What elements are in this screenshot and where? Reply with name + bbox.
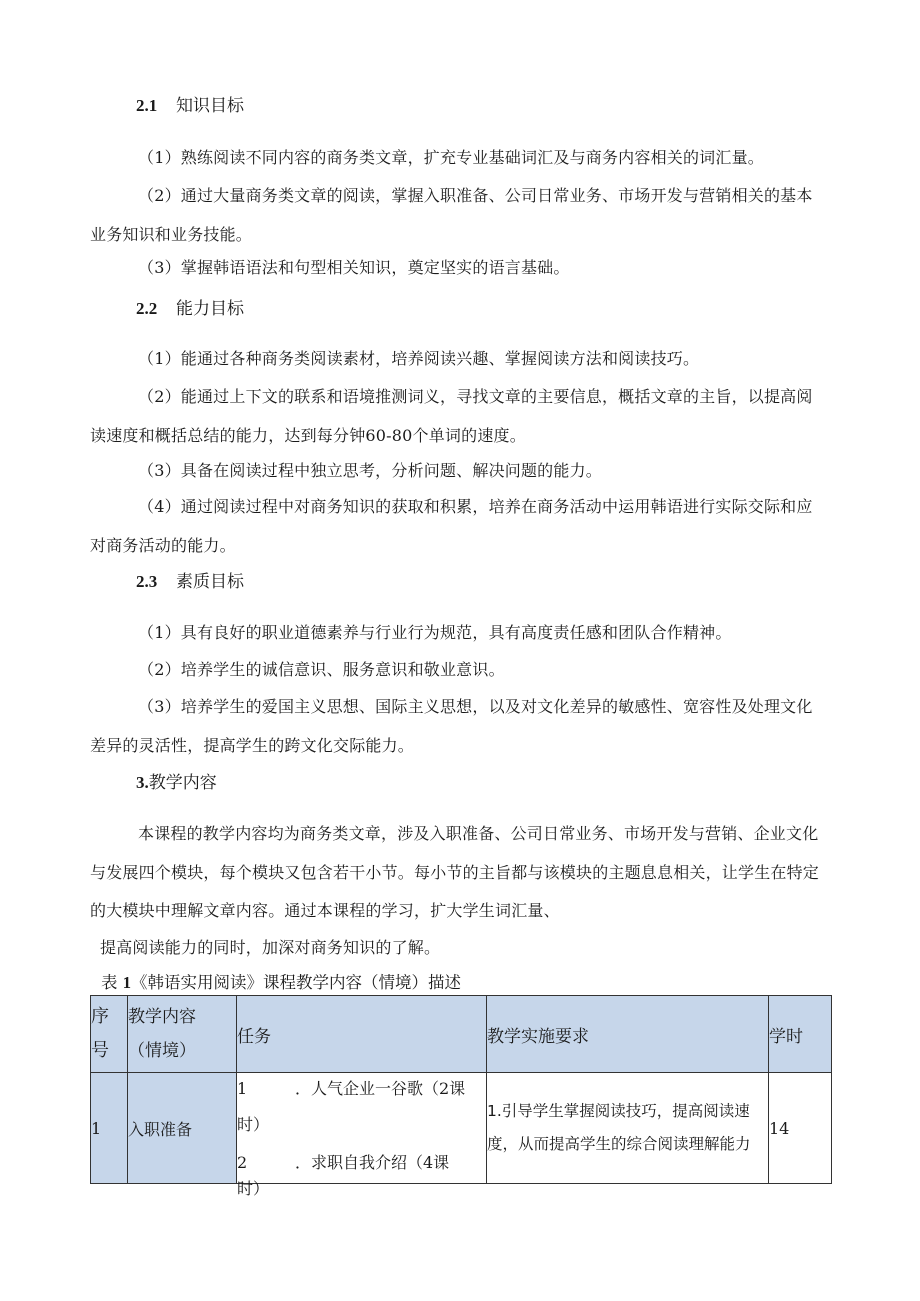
section-number: 2.1 <box>136 96 158 115</box>
section-number: 2.3 <box>136 572 158 591</box>
table-row <box>91 1073 832 1184</box>
task-2-text: ．求职自我介绍（4课 <box>295 1153 450 1172</box>
task-1-cont: 时） <box>237 1115 270 1134</box>
task-2-cont: 时） <box>237 1179 270 1198</box>
section-title: 教学内容 <box>148 773 217 793</box>
header-content-line2: （情境） <box>128 1041 196 1061</box>
header-seq <box>91 996 128 1073</box>
cell-task <box>237 1073 487 1198</box>
section-number: 3. <box>136 773 149 792</box>
paragraph: （4）通过阅读过程中对商务知识的获取和积累，培养在商务活动中运用韩语进行实际交际和应对商务活动的能力。 <box>90 497 813 555</box>
section-title: 知识目标 <box>176 96 244 116</box>
paragraph: （2）通过大量商务类文章的阅读，掌握入职准备、公司日常业务、市场开发与营销相关的基本业务知识和业务技能。 <box>90 186 813 244</box>
section-heading-3 <box>136 771 217 795</box>
paragraph: （2）培养学生的诚信意识、服务意识和敬业意识。 <box>138 660 505 679</box>
header-task: 任务 <box>237 996 487 1073</box>
section-heading-2-3 <box>136 570 244 594</box>
cell-hours: 14 <box>769 1073 832 1184</box>
section-heading-2-1 <box>136 94 244 118</box>
task-2-number: 2 <box>237 1153 248 1172</box>
cell-seq: 1 <box>91 1073 128 1184</box>
paragraph: （1）能通过各种商务类阅读素材，培养阅读兴趣、掌握阅读方法和阅读技巧。 <box>138 349 700 368</box>
section-title: 能力目标 <box>176 299 244 319</box>
header-seq-line2: 号 <box>91 1040 109 1061</box>
content-table <box>90 995 832 1198</box>
section-title: 素质目标 <box>176 572 244 592</box>
header-seq-line1: 序 <box>91 1006 109 1027</box>
header-content <box>128 996 237 1073</box>
cell-requirements: 1.引导学生掌握阅读技巧，提高阅读速度，从而提高学生的综合阅读理解能力 <box>487 1073 769 1184</box>
caption-text: 《韩语实用阅读》课程教学内容（情境）描述 <box>131 973 461 992</box>
paragraph: （3）培养学生的爱国主义思想、国际主义思想，以及对文化差异的敏感性、宽容性及处理文化差异的灵活性，提高学生的跨文化交际能力。 <box>90 697 813 755</box>
table-header-row <box>91 996 832 1073</box>
header-requirements: 教学实施要求 <box>487 996 769 1073</box>
cell-content: 入职准备 <box>128 1073 237 1184</box>
paragraph: 提高阅读能力的同时，加深对商务知识的了解。 <box>100 938 441 957</box>
task-1-number: 1 <box>237 1079 248 1098</box>
paragraph: 本课程的教学内容均为商务类文章，涉及入职准备、公司日常业务、市场开发与营销、企业文化与发展四个模块，每个模块又包含若干小节。每小节的主旨都与该模块的主题息息相关，让学生在特定的大模块中理解文章内容。通过本课程的学习，扩大学生词汇量、 <box>90 824 820 920</box>
header-hours: 学时 <box>769 996 832 1073</box>
paragraph: （3）具备在阅读过程中独立思考，分析问题、解决问题的能力。 <box>138 461 602 480</box>
paragraph: （2）能通过上下文的联系和语境推测词义，寻找文章的主要信息，概括文章的主旨，以提高阅读速度和概括总结的能力，达到每分钟60-80个单词的速度。 <box>90 387 813 445</box>
section-heading-2-2 <box>136 297 244 321</box>
caption-prefix: 表 <box>101 973 118 992</box>
section-number: 2.2 <box>136 299 158 318</box>
paragraph: （1）具有良好的职业道德素养与行业行为规范，具有高度责任感和团队合作精神。 <box>138 623 732 642</box>
paragraph: （3）掌握韩语语法和句型相关知识，奠定坚实的语言基础。 <box>138 258 570 277</box>
paragraph: （1）熟练阅读不同内容的商务类文章，扩充专业基础词汇及与商务内容相关的词汇量。 <box>138 148 764 167</box>
task-1-text: ．人气企业一谷歌（2课 <box>295 1079 466 1098</box>
header-content-line1: 教学内容 <box>128 1007 196 1027</box>
caption-number: 1 <box>122 973 131 992</box>
table-caption <box>101 972 461 994</box>
